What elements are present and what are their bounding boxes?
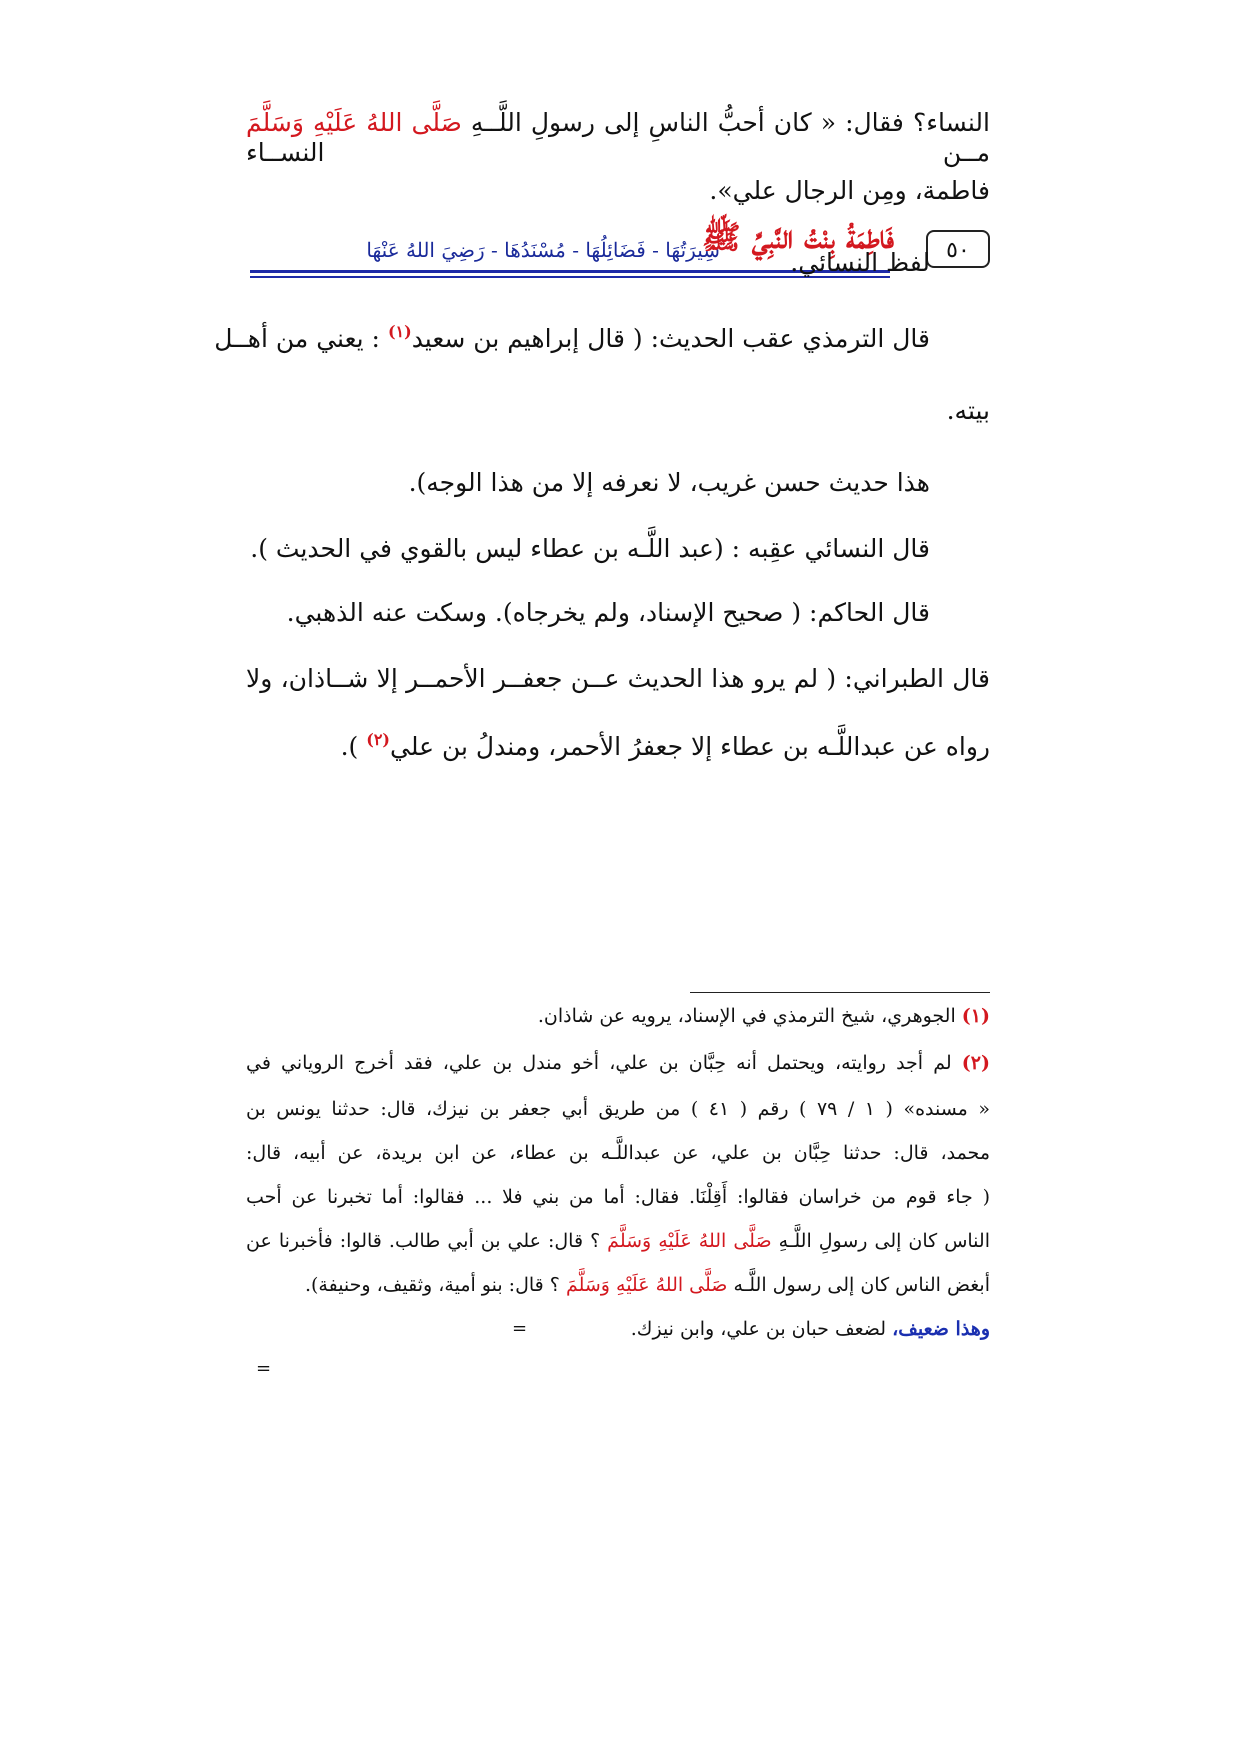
salutation: صَلَّى اللهُ عَلَيْهِ وَسَلَّمَ <box>246 108 462 137</box>
body-line-2: فاطمة، ومِن الرجال علي». <box>709 176 990 205</box>
footnote-2-line-4: ( جاء قوم من خراسان فقالوا: أَقِلْنَا. فقال: أما من بني فلا ... فقالوا: أما تخبرنا عن أحب <box>246 1186 990 1208</box>
footnote-2-line-6: أبغض الناس كان إلى رسول اللَّـه صَلَّى اللهُ عَلَيْهِ وَسَلَّمَ ؟ قال: بنو أمية، وثقيف، وحنيفة). <box>304 1274 990 1296</box>
book-subtitle: سِيرَتُهَا - فَضَائِلُهَا - مُسْنَدُهَا - رَضِيَ اللهُ عَنْهَا <box>366 238 720 262</box>
footnote-2-line-2: « مسنده» ( ١ / ٧٩ ) رقم ( ٤١ ) من طريق أبي جعفر بن نيزك، قال: حدثنا يونس بن <box>246 1098 990 1120</box>
continuation-mark: = <box>512 1318 528 1339</box>
continuation-mark: = <box>256 1358 272 1379</box>
footnote-ref-2: (٢) <box>366 730 390 749</box>
body-line-4: قال الترمذي عقب الحديث: ( قال إبراهيم بن سعيد$^{(١)}$ : يعني من أهــل <box>214 322 930 353</box>
body-line-9: قال الطبراني: ( لم يرو هذا الحديث عــن جعفــر الأحمــر إلا شــاذان، ولا <box>246 664 990 693</box>
body-line-6: هذا حديث حسن غريب، لا نعرفه إلا من هذا الوجه). <box>408 468 930 497</box>
body-line-10: رواه عن عبداللَّـه بن عطاء إلا جعفرُ الأحمر، ومندلُ بن علي$^{(٢)}$ ). <box>340 730 990 761</box>
book-title: فَاطِمَةُ بِنْتُ النَّبِيِّ ﷺ <box>702 218 894 256</box>
page-number: ٥٠ <box>926 230 990 268</box>
footnote-1: (١) الجوهري، شيخ الترمذي في الإسناد، يرويه عن شاذان. <box>537 1005 990 1027</box>
body-line-8: قال الحاكم: ( صحيح الإسناد، ولم يخرجاه). وسكت عنه الذهبي. <box>286 598 930 627</box>
footnote-2-line-3: محمد، قال: حدثنا حِبَّان بن علي، عن عبداللَّـه بن عطاء، عن ابن بريدة، عن أبيه، قال: <box>246 1142 990 1164</box>
footnote-2-line-1: (٢) لم أجد روايته، ويحتمل أنه حِبَّان بن علي، أخو مندل بن علي، فقد أخرج الروياني في <box>246 1052 991 1074</box>
footnote-2-line-5: الناس كان إلى رسولِ اللَّـهِ صَلَّى اللهُ عَلَيْهِ وَسَلَّمَ ؟ قال: علي بن أبي طالب. قالوا: فأخبرنا عن <box>246 1230 990 1252</box>
body-line-7: قال النسائي عقِبه : (عبد اللَّـه بن عطاء ليس بالقوي في الحديث ). <box>250 534 930 563</box>
footnote-2-line-7: وهذا ضعيف، لضعف حبان بن علي، وابن نيزك. <box>630 1318 990 1340</box>
body-line-1: النساء؟ فقال: « كان أحبُّ الناسِ إلى رسولِ اللَّــهِ صَلَّى اللهُ عَلَيْهِ وَسَلَّمَ مــن النســاء <box>246 108 990 167</box>
salutation: صَلَّى اللهُ عَلَيْهِ وَسَلَّمَ <box>565 1274 728 1296</box>
salutation: صَلَّى اللهُ عَلَيْهِ وَسَلَّمَ <box>607 1230 772 1252</box>
footnote-ref-1: (١) <box>387 322 412 341</box>
body-line-3: لفظ النسائي. <box>790 248 930 277</box>
body-line-5: بيته. <box>946 396 990 425</box>
footnote-separator <box>690 992 990 993</box>
